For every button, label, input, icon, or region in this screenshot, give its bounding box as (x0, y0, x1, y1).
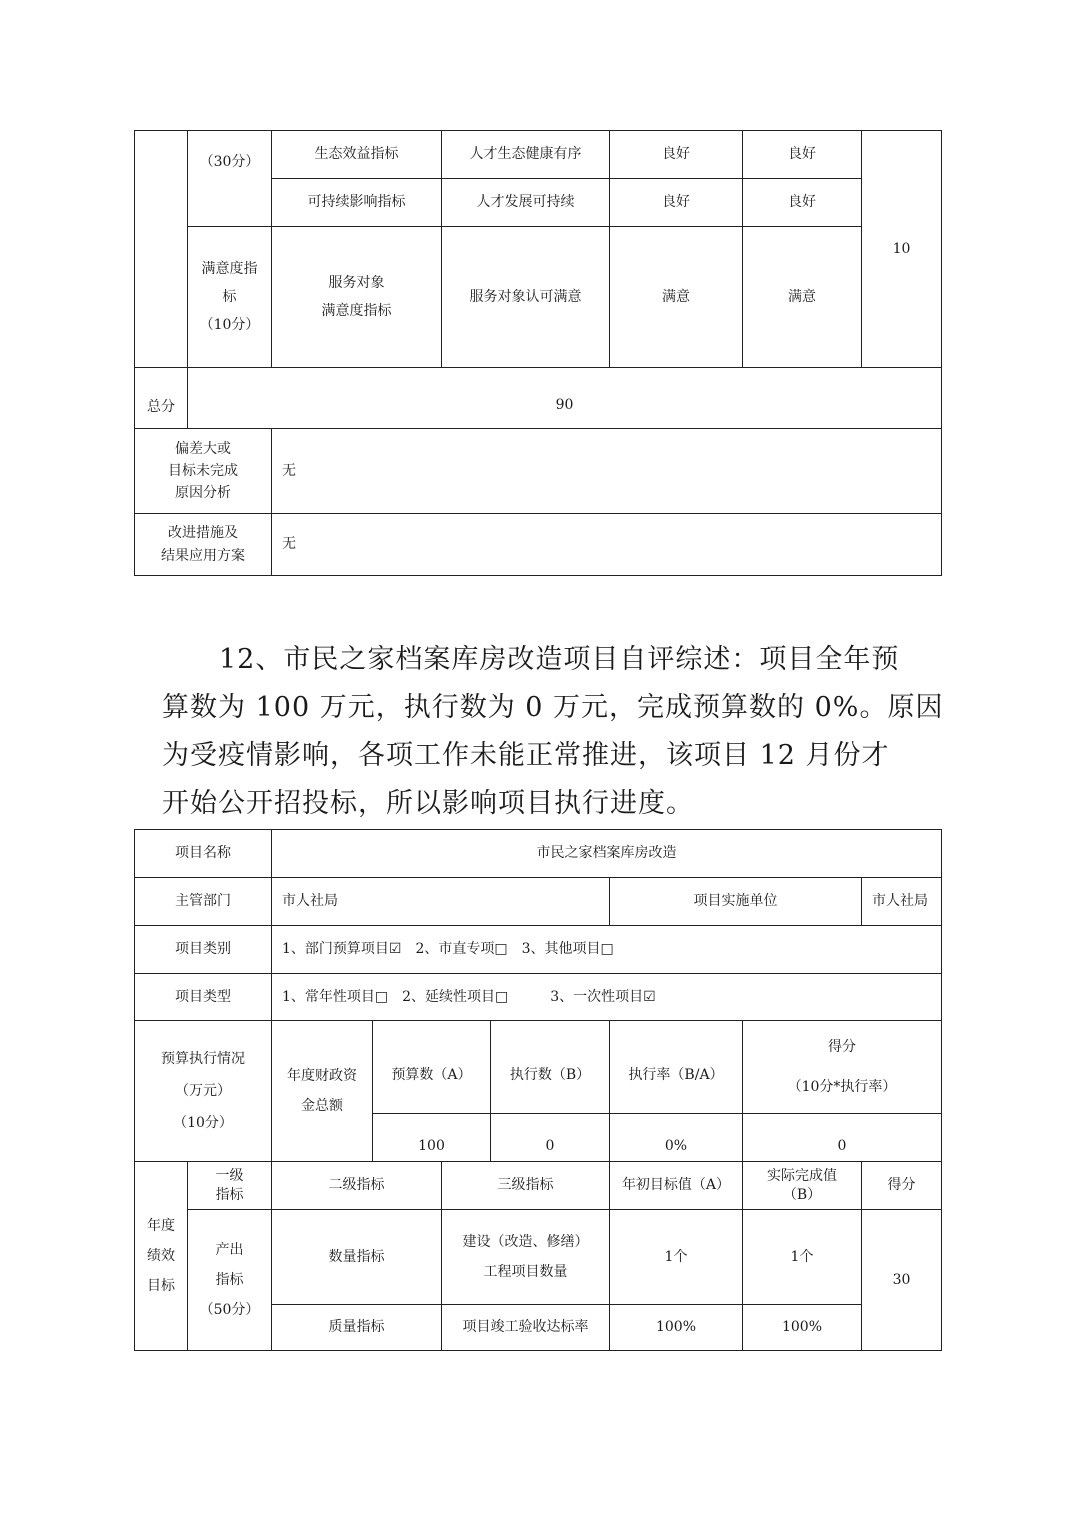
score-value: 10 (892, 240, 911, 257)
primary-line: （10分） (199, 317, 260, 334)
actual-value: 良好 (743, 179, 862, 227)
perf-line: 年度 (147, 1217, 175, 1234)
paragraph-line: 开始公开招投标，所以影响项目执行进度。 (162, 788, 694, 819)
deviation-value: 无 (272, 429, 942, 514)
target-value: 满意 (610, 227, 743, 368)
paragraph-line: 为受疫情影响，各项工作未能正常推进，该项目 12 月份才 (162, 740, 890, 771)
score-cell (862, 131, 942, 368)
improvement-line: 结果应用方案 (161, 547, 245, 564)
improvement-value: 无 (272, 514, 942, 576)
actual-value: 良好 (743, 131, 862, 179)
project-summary-paragraph (162, 636, 944, 828)
tertiary-indicator: 人才生态健康有序 (442, 131, 610, 179)
secondary-indicator-head: 二级指标 (272, 1162, 442, 1210)
target-head: 年初目标值（A） (610, 1162, 743, 1210)
secondary-indicator (272, 227, 442, 368)
tertiary-indicator-head: 三级指标 (442, 1162, 610, 1210)
budget-label-line: （10分） (173, 1115, 233, 1132)
blank-category-cell (135, 131, 188, 368)
secondary-line: 服务对象 (328, 274, 385, 291)
implementing-unit-label: 项目实施单位 (610, 878, 862, 926)
target-value: 良好 (610, 131, 743, 179)
project-type-options: 1、常年性项目□ 2、延续性项目□ 3、一次性项目☑ (272, 974, 942, 1021)
actual-value: 100% (743, 1305, 862, 1351)
budget-score-head (743, 1021, 942, 1114)
primary-indicator-head (188, 1162, 272, 1210)
secondary-indicator: 质量指标 (272, 1305, 442, 1351)
secondary-line: 满意度指标 (321, 303, 392, 319)
project-name-value: 市民之家档案库房改造 (272, 830, 942, 878)
improvement-line: 改进措施及 (168, 525, 238, 542)
score-head-line: 得分 (828, 1038, 856, 1055)
budget-label-line: （万元） (175, 1082, 231, 1099)
primary-indicator-satisfaction (188, 227, 272, 368)
department-value: 市人社局 (272, 878, 610, 926)
primary-line: 标 (222, 288, 237, 305)
fiscal-funds-label (272, 1021, 373, 1162)
target-value: 良好 (610, 179, 743, 227)
perf-line: 绩效 (147, 1247, 175, 1264)
output-line: （50分） (199, 1302, 260, 1319)
fiscal-line: 年度财政资 (287, 1067, 357, 1084)
head-line: （B） (782, 1186, 822, 1203)
project-category-label: 项目类别 (135, 926, 272, 974)
head-line: 实际完成值 (767, 1168, 837, 1185)
tertiary-line: 工程项目数量 (483, 1264, 568, 1280)
deviation-line: 原因分析 (175, 485, 231, 502)
project-name-label: 项目名称 (135, 830, 272, 878)
total-label: 总分 (135, 368, 188, 429)
department-label: 主管部门 (135, 878, 272, 926)
perf-line: 目标 (147, 1278, 175, 1295)
project-category-options: 1、部门预算项目☑ 2、市直专项□ 3、其他项目□ (272, 926, 942, 974)
paragraph-line: 算数为 100 万元，执行数为 0 万元，完成预算数的 0%。原因 (162, 692, 944, 723)
execution-rate-head: 执行率（B/A） (610, 1021, 743, 1114)
budget-value: 100 (373, 1114, 491, 1162)
actual-value: 满意 (743, 227, 862, 368)
output-score: 30 (862, 1210, 942, 1351)
execution-head: 执行数（B） (491, 1021, 610, 1114)
actual-value: 1个 (743, 1210, 862, 1305)
output-line: 指标 (215, 1271, 244, 1288)
target-value: 1个 (610, 1210, 743, 1305)
deviation-line: 目标未完成 (168, 462, 238, 479)
effect-points: （30分） (188, 131, 272, 227)
score-head-line: （10分*执行率） (787, 1079, 897, 1095)
budget-execution-label (135, 1021, 272, 1162)
evaluation-table-continued (134, 130, 942, 576)
tertiary-line: 建设（改造、修缮） (462, 1233, 589, 1250)
tertiary-indicator: 人才发展可持续 (442, 179, 610, 227)
head-line: 一级 (215, 1168, 244, 1185)
score-head: 得分 (862, 1162, 942, 1210)
deviation-label (135, 429, 272, 514)
project-type-label: 项目类型 (135, 974, 272, 1021)
total-value: 90 (188, 368, 942, 429)
budget-head: 预算数（A） (373, 1021, 491, 1114)
fiscal-line: 金总额 (301, 1098, 343, 1114)
secondary-indicator: 可持续影响指标 (272, 179, 442, 227)
deviation-line: 偏差大或 (175, 440, 231, 457)
target-value: 100% (610, 1305, 743, 1351)
improvement-label (135, 514, 272, 576)
tertiary-indicator: 项目竣工验收达标率 (442, 1305, 610, 1351)
output-indicator-label (188, 1210, 272, 1351)
output-line: 产出 (215, 1241, 244, 1258)
secondary-indicator: 数量指标 (272, 1210, 442, 1305)
execution-rate-value: 0% (610, 1114, 743, 1162)
tertiary-indicator (442, 1210, 610, 1305)
annual-performance-label (135, 1162, 188, 1351)
implementing-unit-value: 市人社局 (862, 878, 942, 926)
execution-value: 0 (491, 1114, 610, 1162)
project-evaluation-table (134, 829, 942, 1351)
actual-head (743, 1162, 862, 1210)
paragraph-line: 12、市民之家档案库房改造项目自评综述：项目全年预 (219, 644, 900, 675)
tertiary-indicator: 服务对象认可满意 (442, 227, 610, 368)
budget-label-line: 预算执行情况 (161, 1050, 245, 1067)
primary-line: 满意度指 (201, 260, 258, 277)
budget-score-value: 0 (743, 1114, 942, 1162)
secondary-indicator: 生态效益指标 (272, 131, 442, 179)
head-line: 指标 (215, 1186, 244, 1203)
